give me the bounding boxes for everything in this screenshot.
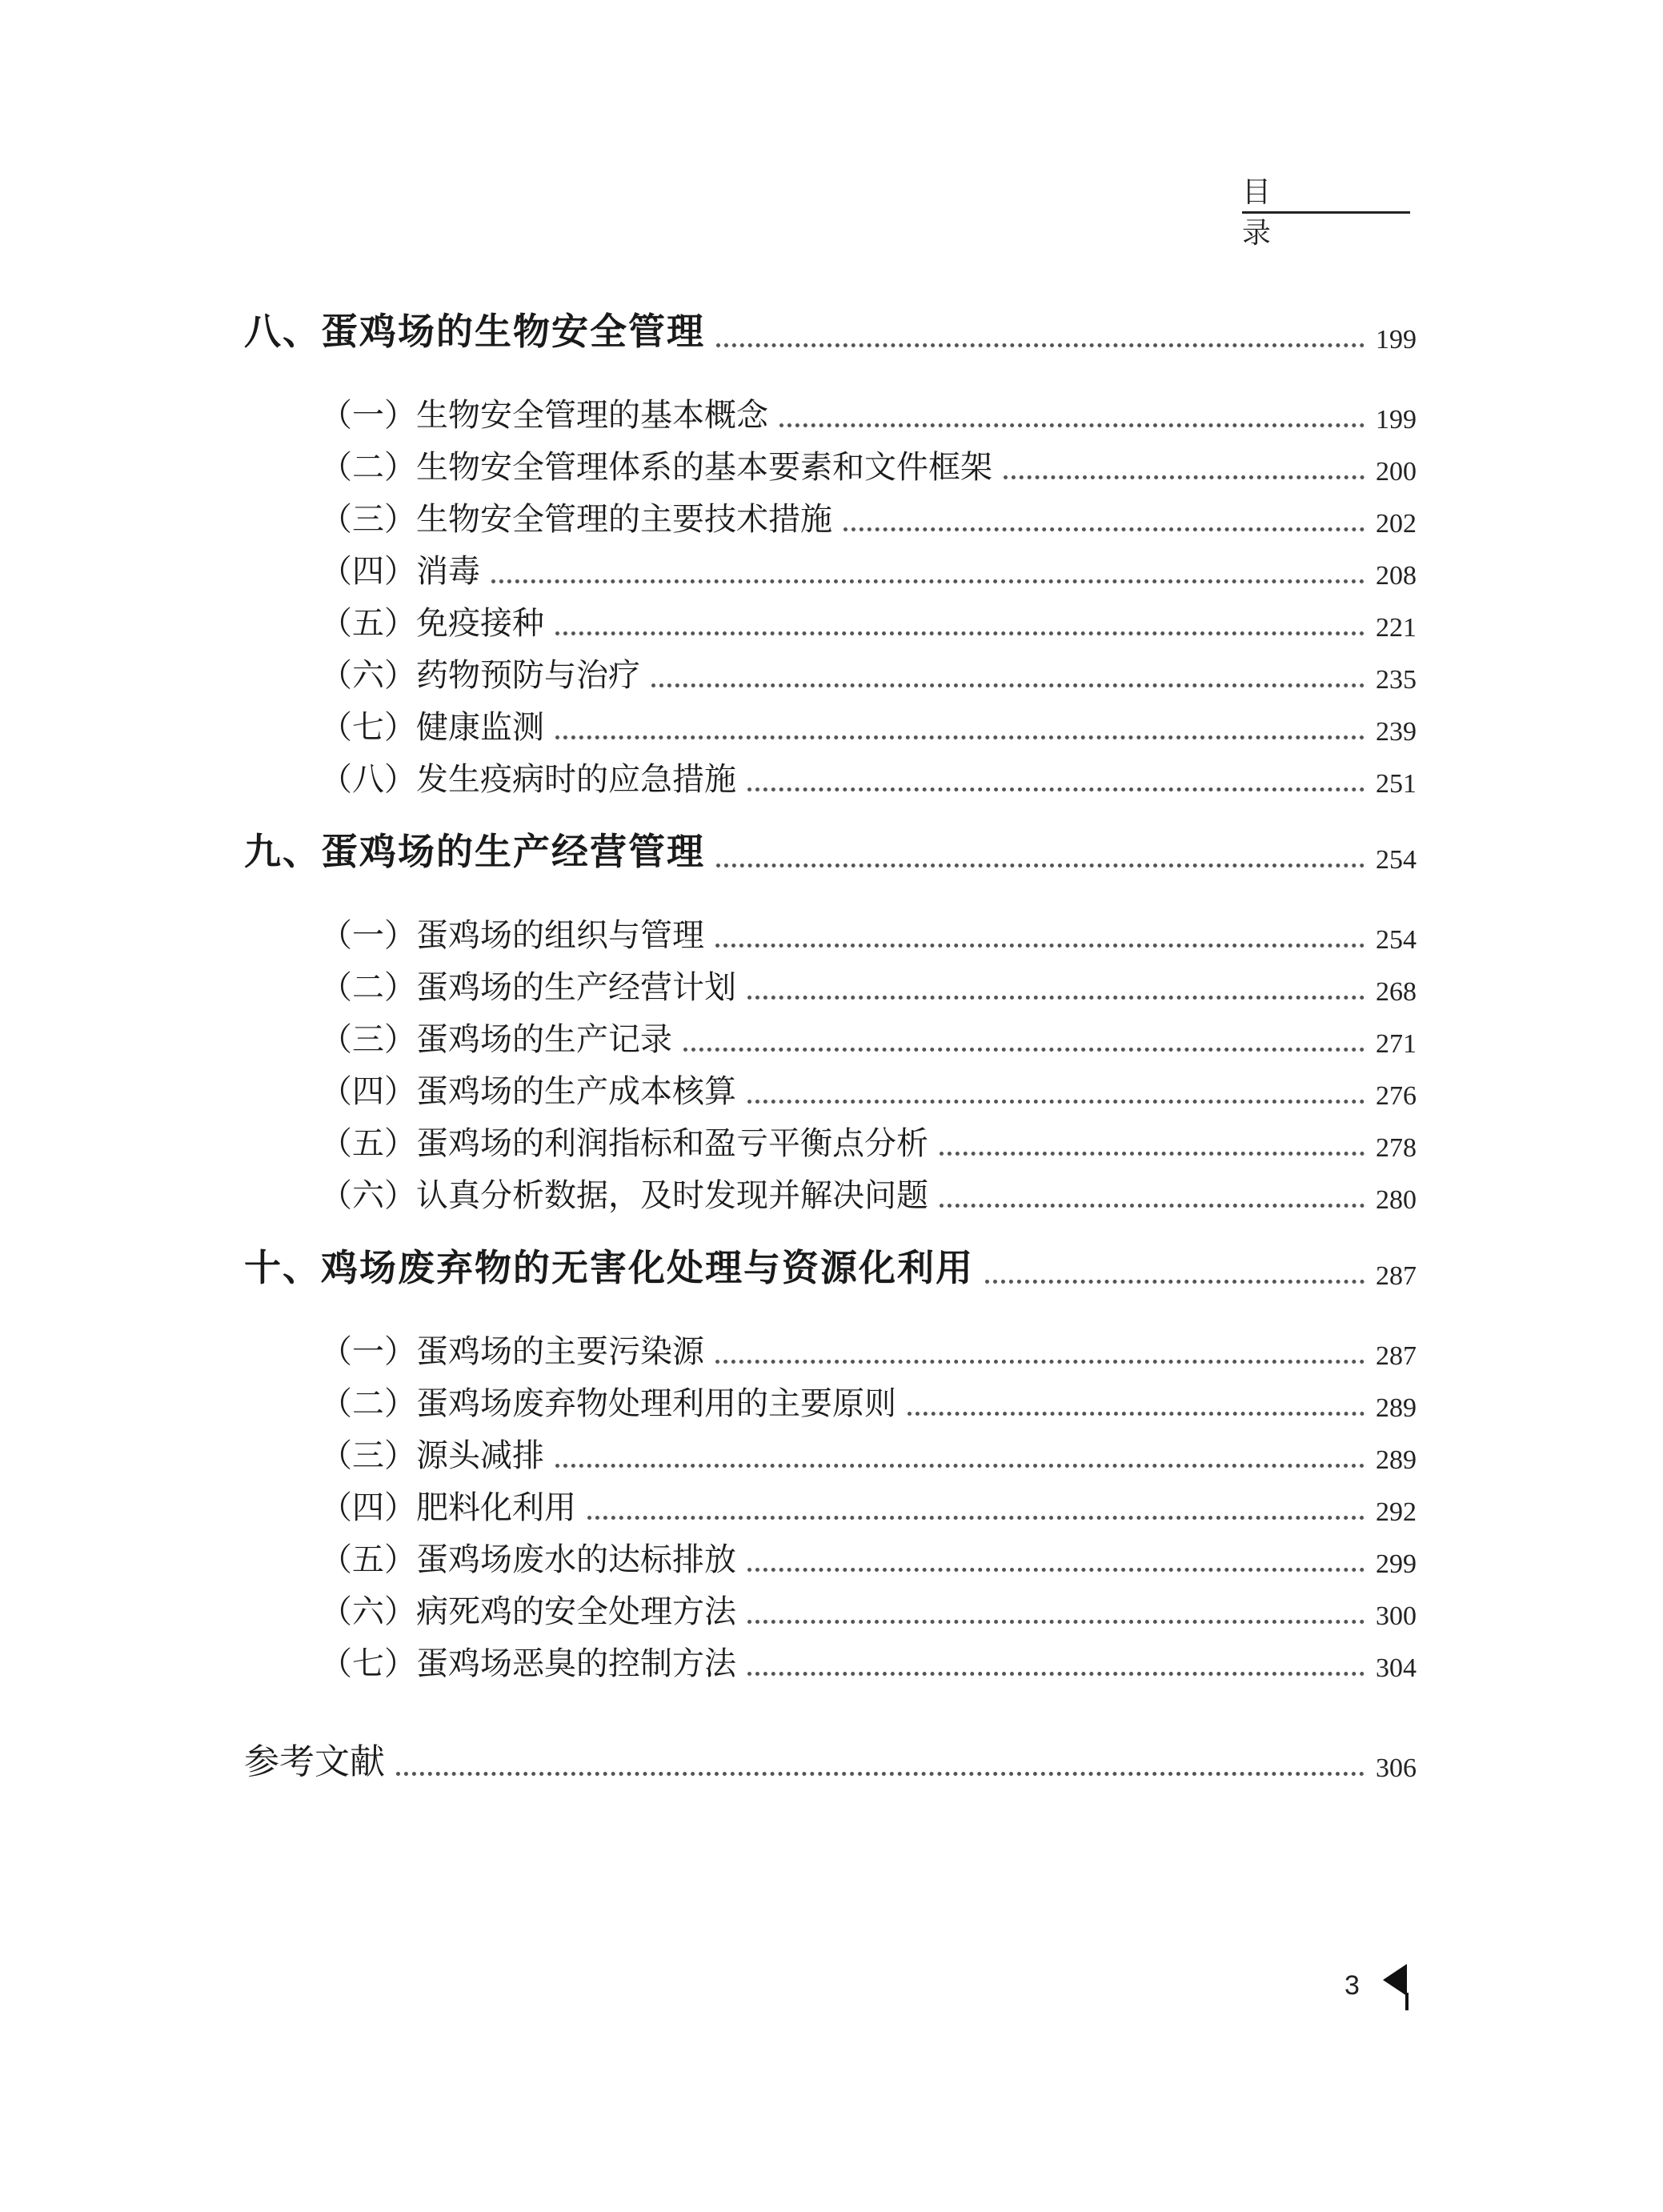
toc-entry-label: （六）认真分析数据，及时发现并解决问题 xyxy=(320,1177,928,1214)
dot-leader xyxy=(940,1204,1364,1208)
dot-leader xyxy=(747,1100,1364,1104)
toc-entry-label: （三）源头减排 xyxy=(320,1437,544,1474)
toc-entry-label: （四）肥料化利用 xyxy=(320,1489,576,1526)
dot-leader xyxy=(715,1360,1364,1364)
toc-entry-page: 287 xyxy=(1376,1341,1417,1371)
toc-section-row[interactable] xyxy=(320,696,1417,747)
dot-leader xyxy=(587,1516,1364,1520)
toc-section-row[interactable] xyxy=(320,384,1417,435)
dot-leader xyxy=(844,527,1364,531)
dot-leader xyxy=(555,735,1364,739)
toc-chapter-row[interactable] xyxy=(244,824,1417,876)
toc-section-row[interactable] xyxy=(320,1164,1417,1216)
dot-leader xyxy=(396,1772,1364,1776)
page-number: 3 xyxy=(1344,1970,1360,2001)
toc-entry-label: （四）蛋鸡场的生产成本核算 xyxy=(320,1073,736,1110)
toc-entry-page: 202 xyxy=(1376,509,1417,539)
toc-section-row[interactable] xyxy=(320,1112,1417,1164)
toc-chapter-row[interactable] xyxy=(244,304,1417,355)
toc-section-row[interactable] xyxy=(320,1581,1417,1632)
dot-leader xyxy=(555,1464,1364,1468)
toc-section-row[interactable] xyxy=(320,1060,1417,1112)
toc-section-row[interactable] xyxy=(320,1372,1417,1424)
toc-entry-label: （二）蛋鸡场的生产经营计划 xyxy=(320,969,736,1006)
toc-entry-page: 199 xyxy=(1376,405,1417,435)
toc-entry-page: 306 xyxy=(1376,1753,1417,1783)
toc-entry-page: 254 xyxy=(1376,845,1417,875)
dot-leader xyxy=(908,1412,1364,1416)
toc-entry-label: （五）蛋鸡场的利润指标和盈亏平衡点分析 xyxy=(320,1125,928,1162)
toc-entry-page: 280 xyxy=(1376,1185,1417,1215)
running-header-title: 目 录 xyxy=(1242,176,1320,250)
toc-entry-page: 300 xyxy=(1376,1601,1417,1631)
toc-entry-page: 289 xyxy=(1376,1393,1417,1423)
toc-section-row[interactable] xyxy=(320,644,1417,695)
page-marker-arrow-icon xyxy=(1378,1961,1413,2012)
toc-entry-label: （七）蛋鸡场恶臭的控制方法 xyxy=(320,1645,736,1682)
dot-leader xyxy=(1004,475,1364,479)
toc-section-row[interactable] xyxy=(320,540,1417,591)
dot-leader xyxy=(651,683,1364,687)
dot-leader xyxy=(747,996,1364,1000)
dot-leader xyxy=(716,864,1364,868)
toc-entry-page: 235 xyxy=(1376,665,1417,695)
toc-entry-label: （三）生物安全管理的主要技术措施 xyxy=(320,501,832,538)
toc-section-row[interactable] xyxy=(320,748,1417,799)
toc-section-row[interactable] xyxy=(320,488,1417,539)
toc-entry-label: （一）蛋鸡场的主要污染源 xyxy=(320,1333,704,1370)
toc-entry-label: （五）蛋鸡场废水的达标排放 xyxy=(320,1541,736,1578)
toc-entry-label: （二）蛋鸡场废弃物处理利用的主要原则 xyxy=(320,1385,896,1422)
toc-entry-page: 208 xyxy=(1376,561,1417,591)
toc-entry-label: （七）健康监测 xyxy=(320,709,544,746)
toc-entry-page: 199 xyxy=(1376,325,1417,355)
toc-entry-label: （五）免疫接种 xyxy=(320,605,544,642)
dot-leader xyxy=(779,423,1364,427)
toc-entry-page: 292 xyxy=(1376,1497,1417,1527)
toc-section-row[interactable] xyxy=(320,436,1417,487)
toc-entry-page: 221 xyxy=(1376,613,1417,643)
toc-entry-page: 299 xyxy=(1376,1549,1417,1579)
dot-leader xyxy=(747,787,1364,791)
toc-entry-page: 304 xyxy=(1376,1653,1417,1683)
toc-entry-label: 九、蛋鸡场的生产经营管理 xyxy=(244,830,705,873)
toc-entry-label: （一）蛋鸡场的组织与管理 xyxy=(320,917,704,954)
dot-leader xyxy=(985,1280,1364,1284)
toc-chapter-row[interactable] xyxy=(244,1240,1417,1292)
toc-entry-page: 289 xyxy=(1376,1445,1417,1475)
toc-entry-label: （六）病死鸡的安全处理方法 xyxy=(320,1593,736,1630)
toc-section-row[interactable] xyxy=(320,1477,1417,1528)
toc-entry-page: 271 xyxy=(1376,1029,1417,1059)
dot-leader xyxy=(940,1152,1364,1156)
toc-entry-page: 287 xyxy=(1376,1261,1417,1291)
dot-leader xyxy=(716,343,1364,347)
toc-section-row[interactable] xyxy=(320,1008,1417,1060)
dot-leader xyxy=(715,944,1364,948)
dot-leader xyxy=(747,1672,1364,1676)
toc-entry-label: （二）生物安全管理体系的基本要素和文件框架 xyxy=(320,449,992,486)
dot-leader xyxy=(747,1620,1364,1624)
toc-reference-row[interactable] xyxy=(244,1733,1417,1784)
toc-entry-label: 八、蛋鸡场的生物安全管理 xyxy=(244,310,705,353)
toc-entry-page: 268 xyxy=(1376,977,1417,1007)
toc-entry-page: 254 xyxy=(1376,925,1417,955)
toc-entry-page: 239 xyxy=(1376,717,1417,747)
toc-section-row[interactable] xyxy=(320,956,1417,1008)
toc-section-row[interactable] xyxy=(320,904,1417,956)
toc-entry-label: （六）药物预防与治疗 xyxy=(320,657,640,694)
dot-leader xyxy=(683,1048,1364,1052)
toc-entry-label: （四）消毒 xyxy=(320,553,480,590)
dot-leader xyxy=(555,631,1364,635)
toc-section-row[interactable] xyxy=(320,1529,1417,1580)
toc-section-row[interactable] xyxy=(320,1320,1417,1372)
toc-section-row[interactable] xyxy=(320,1633,1417,1684)
toc-entry-label: （一）生物安全管理的基本概念 xyxy=(320,397,768,434)
toc-entry-page: 251 xyxy=(1376,769,1417,799)
toc-entry-label: （八）发生疫病时的应急措施 xyxy=(320,761,736,798)
toc-entry-page: 200 xyxy=(1376,457,1417,487)
toc-section-row[interactable] xyxy=(320,1425,1417,1476)
toc-entry-page: 278 xyxy=(1376,1133,1417,1163)
dot-leader xyxy=(491,579,1364,583)
toc-entry-label: 十、鸡场废弃物的无害化处理与资源化利用 xyxy=(244,1246,974,1289)
toc-section-row[interactable] xyxy=(320,592,1417,643)
toc-entry-label: （三）蛋鸡场的生产记录 xyxy=(320,1021,672,1058)
toc-entry-label: 参考文献 xyxy=(244,1741,385,1782)
toc-entry-page: 276 xyxy=(1376,1081,1417,1111)
dot-leader xyxy=(747,1568,1364,1572)
